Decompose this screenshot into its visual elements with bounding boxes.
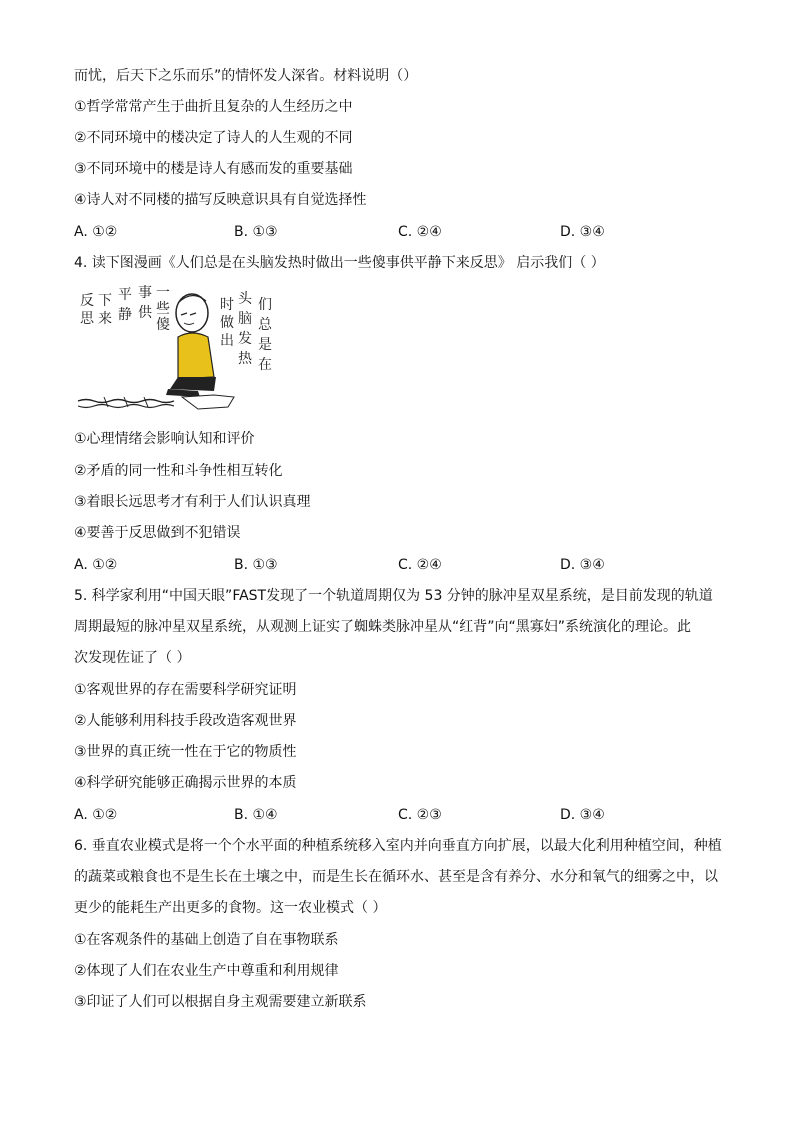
svg-text:静: 静 — [118, 307, 132, 323]
svg-text:供: 供 — [138, 305, 152, 321]
q3-option-d[interactable]: D. ③④ — [560, 224, 605, 240]
q6-statement-1: ①在客观条件的基础上创造了自在事物联系 — [74, 932, 339, 948]
q5-stem-line-2: 周期最短的脉冲星双星系统，从观测上证实了蜘蛛类脉冲星从“红背”向“黑寡妇”系统演化的理论。此 — [74, 619, 692, 635]
svg-text:脑: 脑 — [238, 311, 252, 327]
svg-text:们: 们 — [258, 297, 272, 313]
q4-option-d[interactable]: D. ③④ — [560, 557, 605, 573]
svg-text:一: 一 — [156, 285, 170, 301]
svg-text:头: 头 — [238, 291, 252, 307]
q4-option-a[interactable]: A. ①② — [74, 557, 118, 573]
q6-statement-2: ②体现了人们在农业生产中尊重和利用规律 — [74, 963, 339, 979]
q6-stem-line-1: 6. 垂直农业模式是将一个个水平面的种植系统移入室内并向垂直方向扩展，以最大化利用种植空间，种植 — [74, 838, 722, 854]
svg-text:思: 思 — [80, 311, 94, 327]
q5-statement-2: ②人能够利用科技手段改造客观世界 — [74, 713, 297, 729]
cartoon-left-caption — [80, 285, 171, 333]
q5-statement-1: ①客观世界的存在需要科学研究证明 — [74, 682, 297, 698]
q3-options — [74, 222, 734, 242]
q3-option-c[interactable]: C. ②④ — [398, 224, 442, 240]
svg-text:傻: 傻 — [156, 317, 170, 333]
q5-stem-line-3: 次发现佐证了（ ） — [74, 650, 191, 666]
q5-statement-4: ④科学研究能够正确揭示世界的本质 — [74, 775, 297, 791]
svg-text:做: 做 — [220, 315, 234, 331]
cartoon-image — [74, 285, 286, 415]
cartoon-right-caption — [220, 290, 273, 373]
svg-text:时: 时 — [220, 297, 234, 313]
q5-option-c[interactable]: C. ②③ — [398, 807, 442, 823]
svg-text:出: 出 — [220, 333, 234, 349]
q3-statement-2: ②不同环境中的楼决定了诗人的人生观的不同 — [74, 130, 353, 146]
q5-option-a[interactable]: A. ①② — [74, 807, 118, 823]
svg-text:热: 热 — [238, 351, 252, 367]
q3-statement-1: ①哲学常常产生于曲折且复杂的人生经历之中 — [74, 99, 353, 115]
q3-statement-3: ③不同环境中的楼是诗人有感而发的重要基础 — [74, 161, 353, 177]
q4-statement-3: ③着眼长远思考才有利于人们认识真理 — [74, 494, 311, 510]
q3-statement-4: ④诗人对不同楼的描写反映意识具有自觉选择性 — [74, 192, 367, 208]
q4-statement-2: ②矛盾的同一性和斗争性相互转化 — [74, 463, 283, 479]
q6-statement-3: ③印证了人们可以根据自身主观需要建立新联系 — [74, 994, 367, 1010]
svg-text:事: 事 — [138, 285, 152, 301]
q6-stem-line-2: 的蔬菜或粮食也不是生长在土壤之中，而是生长在循环水、甚至是含有养分、水分和氧气的细雾之中，以 — [74, 869, 718, 885]
q5-stem-line-1: 5. 科学家利用“中国天眼”FAST发现了一个轨道周期仅为 53 分钟的脉冲星双星系统，是目前发现的轨道 — [74, 588, 713, 604]
cartoon-cliff-water — [78, 395, 234, 409]
q4-options — [74, 555, 734, 575]
svg-text:下: 下 — [98, 293, 112, 309]
svg-text:来: 来 — [98, 311, 112, 327]
cartoon-figure — [166, 294, 216, 397]
q3-option-a[interactable]: A. ①② — [74, 224, 118, 240]
q4-option-b[interactable]: B. ①③ — [234, 557, 278, 573]
svg-text:反: 反 — [80, 293, 94, 309]
q4-statement-4: ④要善于反思做到不犯错误 — [74, 525, 241, 541]
q5-statement-3: ③世界的真正统一性在于它的物质性 — [74, 744, 297, 760]
q5-options — [74, 805, 734, 825]
q3-stem-tail: 而忧，后天下之乐而乐”的情怀发人深省。材料说明（） — [74, 68, 418, 84]
q5-option-b[interactable]: B. ①④ — [234, 807, 278, 823]
svg-text:总: 总 — [258, 317, 272, 333]
svg-text:是: 是 — [258, 337, 272, 353]
q4-stem: 4. 读下图漫画《人们总是在头脑发热时做出一些傻事供平静下来反思》 启示我们（ ） — [74, 255, 605, 271]
svg-text:发: 发 — [238, 331, 252, 347]
q4-option-c[interactable]: C. ②④ — [398, 557, 442, 573]
q6-stem-line-3: 更少的能耗生产出更多的食物。这一农业模式（ ） — [74, 900, 387, 916]
svg-text:平: 平 — [118, 287, 132, 303]
q3-option-b[interactable]: B. ①③ — [234, 224, 278, 240]
q4-statement-1: ①心理情绪会影响认知和评价 — [74, 431, 255, 447]
svg-text:在: 在 — [258, 357, 272, 373]
q5-option-d[interactable]: D. ③④ — [560, 807, 605, 823]
svg-text:些: 些 — [156, 301, 170, 317]
